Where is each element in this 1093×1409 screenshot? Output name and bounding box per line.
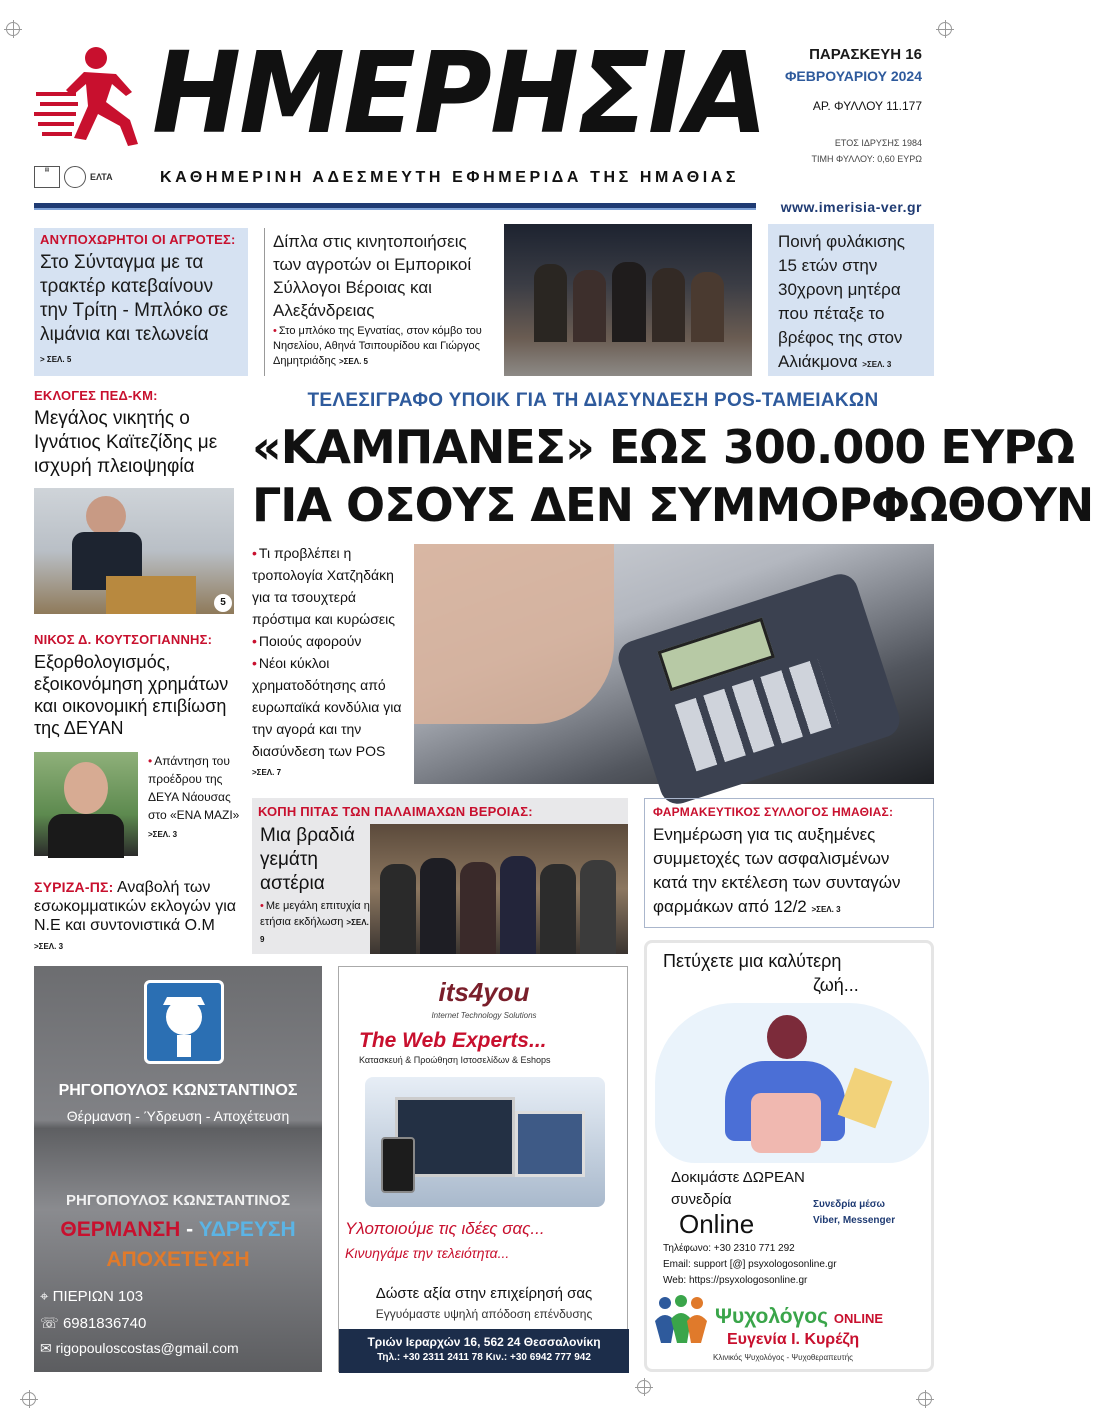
rigopoulos-address: ΠΙΕΡΙΩΝ 103 [52, 1288, 144, 1305]
pita-text: Μια βραδιά γεμάτη αστέρια [260, 825, 355, 894]
pharma-text: Ενημέρωση για τις αυξημένες συμμετοχές των ασφαλισμένων κατά την εκτέλεση των συνταγών φαρμάκων από 12/2 [653, 825, 901, 916]
registration-mark [637, 1380, 651, 1394]
farmers-kicker: ΑΝΥΠΟΧΩΡΗΤΟΙ ΟΙ ΑΓΡΟΤΕΣ: [40, 232, 236, 247]
ad-rigopoulos[interactable] [34, 966, 322, 1372]
psy-via-2: Viber, Messenger [813, 1215, 896, 1226]
its4you-phones: Τηλ.: +30 2311 2411 78 Κιν.: +30 6942 777 942 [377, 1352, 591, 1363]
people-logo-icon [651, 1293, 709, 1345]
issue-day: ΠΑΡΑΣΚΕΥΗ 16 [809, 46, 922, 63]
page-badge: 5 [214, 594, 232, 612]
rigopoulos-name: ΡΗΓΟΠΟΥΛΟΣ ΚΩΝΣΤΑΝΤΙΝΟΣ [58, 1082, 298, 1099]
court-text: Ποινή φυλάκισης 15 ετών στην 30χρονη μητέρα που πέταξε το βρέφος της στον Αλιάκμονα [778, 232, 905, 371]
court-article[interactable] [768, 224, 934, 376]
main-bullet: • Νέοι κύκλοι χρηματοδότησης από ευρωπαϊκά κονδύλια για την αγορά και την διασύνδεση των POS [252, 652, 410, 762]
registration-mark [6, 22, 20, 36]
main-headline-1: «ΚΑΜΠΑΝΕΣ» ΕΩΣ 300.000 ΕΥΡΩ [252, 420, 1074, 474]
pharma-ref: >ΣΕΛ. 3 [811, 905, 841, 914]
devices-illustration [365, 1077, 605, 1207]
psy-person: Ευγενία Ι. Κυρέζη [727, 1331, 860, 1348]
rigopoulos-separator: - [180, 1218, 199, 1241]
psy-phone: Τηλέφωνο: +30 2310 771 292 [663, 1243, 795, 1254]
syriza-text: Αναβολή των εσωκομματικών εκλογών για Ν.Ε και συντονιστικά Ο.Μ [34, 879, 237, 934]
court-ref: >ΣΕΛ. 3 [862, 360, 892, 369]
merchants-text: Δίπλα στις κινητοποιήσεις των αγροτών οι Εμπορικοί Σύλλογοι Βέροιας και Αλεξάνδρειας [273, 232, 472, 320]
its4you-value: Δώστε αξία στην επιχείρησή σας [375, 1285, 593, 1302]
merchants-ref: >ΣΕΛ. 5 [338, 357, 368, 366]
its4you-address: Τριών Ιεραρχών 16, 562 24 Θεσσαλονίκη [367, 1335, 601, 1349]
main-ref: >ΣΕΛ. 7 [252, 768, 282, 777]
koutsogiannis-article[interactable] [34, 632, 240, 748]
syriza-article[interactable] [34, 878, 240, 956]
issue-date: ΦΕΒΡΟΥΑΡΙΟΥ 2024 [784, 68, 922, 84]
postal-badges [34, 165, 146, 189]
rigopoulos-heating: ΘΕΡΜΑΝΣΗ [60, 1218, 181, 1241]
psy-headline-1: Πετύχετε μια καλύτερη [663, 951, 842, 971]
registration-mark [22, 1392, 36, 1406]
pita-sub: Με μεγάλη επιτυχία η ετήσια εκδήλωση [260, 900, 370, 928]
location-icon: ⌖ [40, 1288, 49, 1305]
founded-year: ΕΤΟΣ ΙΔΡΥΣΗΣ 1984 [834, 138, 922, 148]
psy-email: Email: support [@] psyxologosonline.gr [663, 1259, 837, 1270]
psy-brand: Ψυχολόγος [715, 1305, 829, 1328]
koutsogiannis-photo [34, 752, 138, 856]
its4you-tagline: Internet Technology Solutions [431, 1011, 537, 1020]
pita-article[interactable] [252, 798, 628, 954]
merchants-sub: Στο μπλόκο της Εγνατίας, στον κόμβο του Νησελίου, Αθηνά Τσιπουρίδου και Γιώργος Δημητριάδης [273, 325, 482, 367]
syriza-kicker: ΣΥΡΙΖΑ-ΠΣ: [34, 879, 114, 895]
pita-photo [370, 824, 628, 954]
main-bullet: • Ποιούς αφορούν [252, 630, 410, 652]
pharma-kicker: ΦΑΡΜΑΚΕΥΤΙΚΟΣ ΣΥΛΛΟΓΟΣ ΗΜΑΘΙΑΣ: [653, 805, 894, 819]
masthead-subtitle: ΚΑΘΗΜΕΡΙΝΗ ΑΔΕΣΜΕΥΤΗ ΕΦΗΜΕΡΙΔΑ ΤΗΣ ΗΜΑΘΙΑΣ [160, 169, 740, 186]
rigopoulos-phone: 6981836740 [62, 1315, 147, 1332]
koutsogiannis-kicker: ΝΙΚΟΣ Δ. ΚΟΥΤΣΟΓΙΑΝΝΗΣ: [34, 632, 213, 647]
farmers-text: Στο Σύνταγμα με τα τρακτέρ κατεβαίνουν την Τρίτη - Μπλόκο σε λιμάνια και τελωνεία [40, 252, 229, 345]
ad-its4you[interactable] [338, 966, 628, 1372]
its4you-logo: its4you [438, 977, 530, 1007]
psy-online: Online [679, 1209, 755, 1239]
website-link[interactable]: www.imerisia-ver.gr [780, 199, 922, 215]
issue-price: ΤΙΜΗ ΦΥΛΛΟΥ: 0,60 ΕΥΡΩ [811, 154, 922, 164]
koutsogiannis-ref: >ΣΕΛ. 3 [148, 830, 178, 839]
rigopoulos-sewer: ΑΠΟΧΕΤΕΥΣΗ [106, 1248, 250, 1271]
rigopoulos-name-2: ΡΗΓΟΠΟΥΛΟΣ ΚΩΝΣΤΑΝΤΙΝΟΣ [66, 1192, 290, 1209]
psy-web: Web: https://psyxologosonline.gr [663, 1275, 808, 1286]
rigopoulos-water: ΥΔΡΕΥΣΗ [198, 1218, 296, 1241]
main-headline-2: ΓΙΑ ΟΣΟΥΣ ΔΕΝ ΣΥΜΜΟΡΦΩΘΟΥΝ [252, 478, 1093, 532]
main-bullet: • Τι προβλέπει η τροπολογία Χατζηδάκη για τα τσουχτερά πρόστιμα και κυρώσεις [252, 542, 410, 630]
registration-mark [918, 1392, 932, 1406]
plumber-icon [144, 980, 224, 1064]
badge-icon: ▤ [34, 166, 60, 188]
koutsogiannis-text: Εξορθολογισμός, εξοικονόμηση χρημάτων και οικονομική επιβίωση της ΔΕΥΑΝ [34, 652, 229, 738]
registration-mark [938, 22, 952, 36]
farmers-ref: > ΣΕΛ. 5 [40, 355, 72, 364]
elta-logo: ΕΛΤΑ [90, 172, 113, 182]
phone-icon: ☏ [40, 1315, 59, 1332]
elections-kicker: ΕΚΛΟΓΕΣ ΠΕΔ-ΚΜ: [34, 388, 158, 403]
merchants-photo [504, 224, 752, 376]
stamp-icon [64, 166, 86, 188]
psy-try-2: συνεδρία [671, 1191, 732, 1208]
runner-logo [34, 44, 144, 152]
its4you-line-1: Υλοποιούμε τις ιδέες σας... [345, 1219, 545, 1238]
merchants-article[interactable] [264, 228, 502, 376]
psy-illustration [655, 1003, 929, 1163]
rigopoulos-email: rigopouloscostas@gmail.com [55, 1340, 239, 1356]
farmers-article[interactable] [34, 228, 248, 376]
its4you-line-2: Κινυηγάμε την τελειότητα... [345, 1245, 510, 1261]
koutsogiannis-sub-text: Απάντηση του προέδρου της ΔΕΥΑ Νάουσας στο «ΕΝΑ ΜΑΖΙ» [148, 754, 240, 822]
koutsogiannis-sub [148, 752, 240, 844]
its4you-service: Κατασκευή & Προώθηση Ιστοσελίδων & Eshops [359, 1055, 551, 1065]
psy-role: Κλινικός Ψυχολόγος - Ψυχοθεραπευτής [713, 1353, 854, 1362]
masthead-rule [34, 203, 756, 210]
its4you-guarantee: Εγγυόμαστε υψηλή απόδοση επένδυσης [375, 1307, 593, 1321]
elections-article[interactable] [34, 388, 240, 484]
elections-text: Μεγάλος νικητής ο Ιγνάτιος Καϊτεζίδης με ισχυρή πλειοψηφία [34, 408, 218, 477]
main-bullets [252, 542, 410, 784]
its4you-slogan: The Web Experts... [359, 1029, 547, 1052]
pharma-article[interactable] [644, 798, 934, 928]
psy-try-1: Δοκιμάστε ΔΩΡΕΑΝ [671, 1169, 805, 1186]
issue-number: ΑΡ. ΦΥΛΛΟΥ 11.177 [812, 99, 922, 113]
elections-photo [34, 488, 234, 614]
psy-headline-2: ζωή... [813, 975, 859, 995]
rigopoulos-services: Θέρμανση - Ύδρευση - Αποχέτευση [66, 1108, 290, 1124]
main-kicker: ΤΕΛΕΣΙΓΡΑΦΟ ΥΠΟΙΚ ΓΙΑ ΤΗ ΔΙΑΣΥΝΔΕΣΗ POS-ΤΑΜΕΙΑΚΩΝ [307, 390, 879, 411]
pos-terminal-photo [414, 544, 934, 784]
pita-kicker: ΚΟΠΗ ΠΙΤΑΣ ΤΩΝ ΠΑΛΑΙΜΑΧΩΝ ΒΕΡΟΙΑΣ: [258, 804, 533, 819]
mail-icon: ✉ [40, 1340, 52, 1356]
syriza-ref: >ΣΕΛ. 3 [34, 942, 64, 951]
ad-psychologist[interactable] [644, 940, 934, 1372]
psy-via-1: Συνεδρία μέσω [813, 1199, 886, 1210]
pita-ref: >ΣΕΛ. 9 [260, 918, 369, 944]
masthead-title: ΗΜΕΡΗΣΙΑ [152, 29, 767, 159]
psy-brand-2: ONLINE [833, 1311, 884, 1326]
